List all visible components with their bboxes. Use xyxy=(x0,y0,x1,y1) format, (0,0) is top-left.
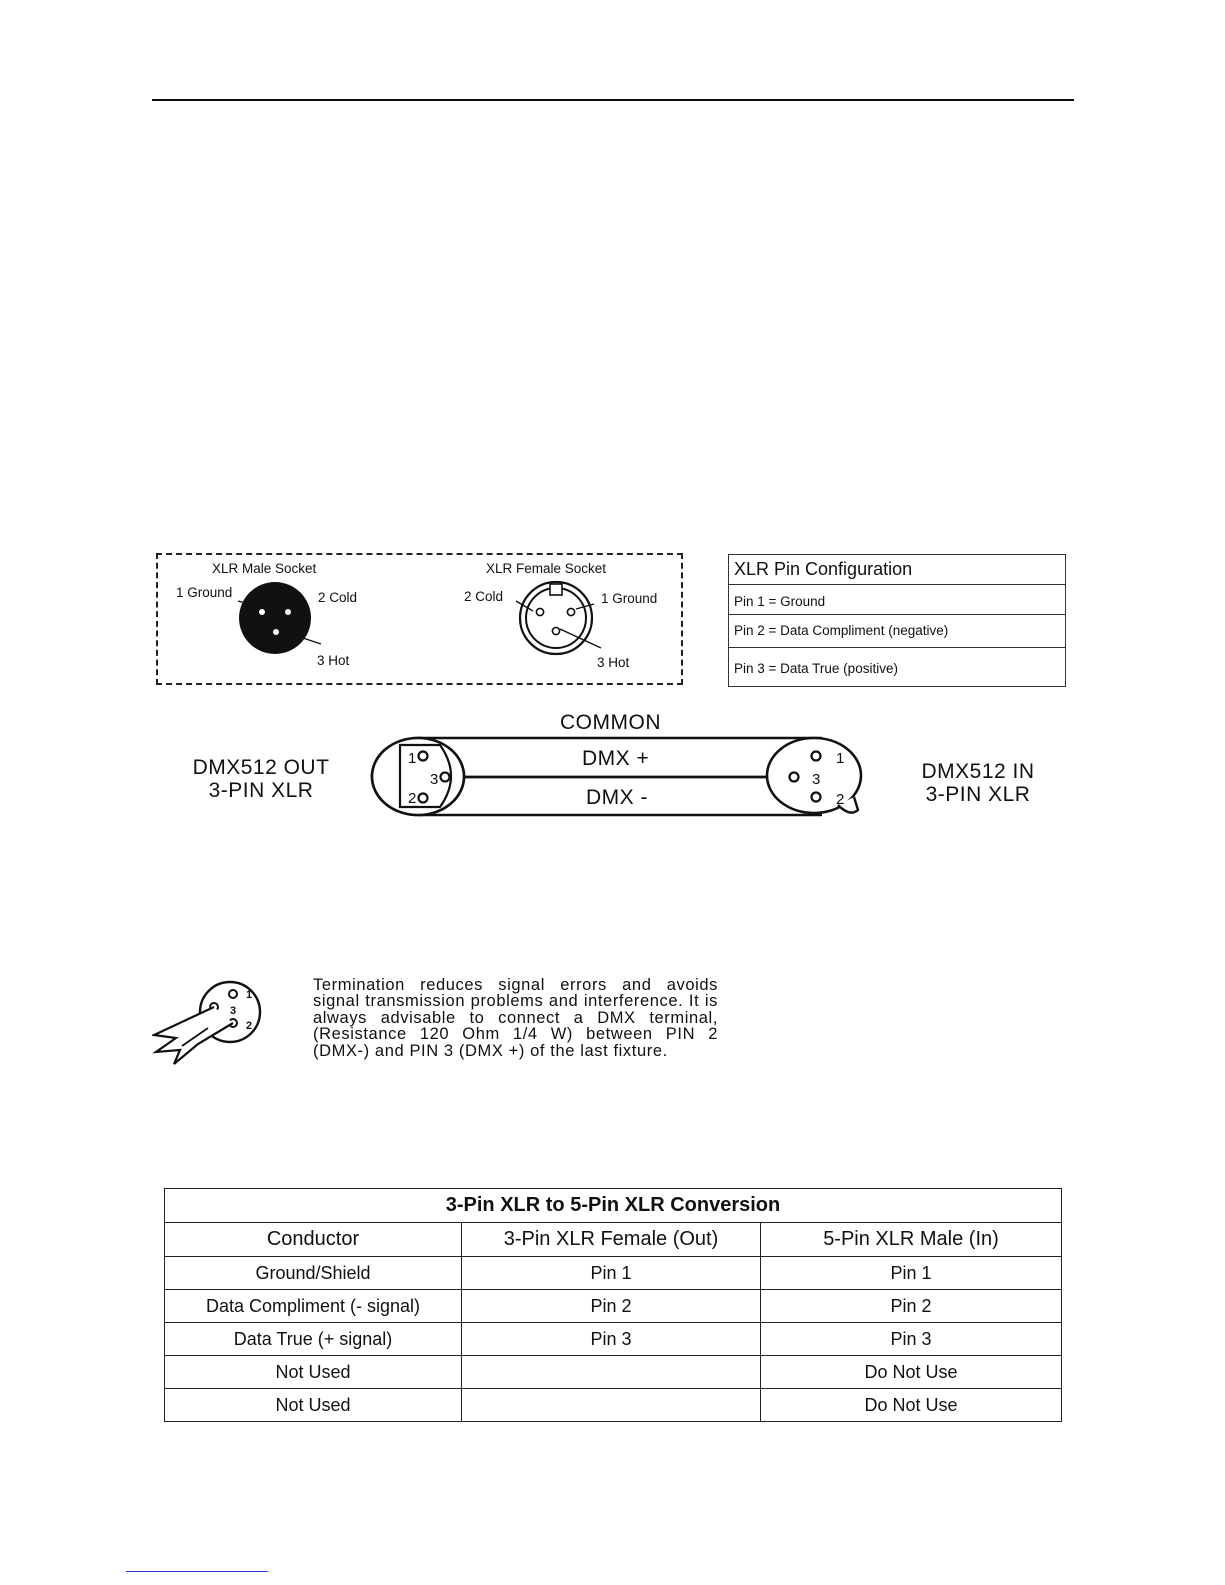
table-cell: Do Not Use xyxy=(761,1356,1062,1389)
table-cell xyxy=(462,1356,761,1389)
pin-configuration-box xyxy=(728,554,1066,687)
header-rule xyxy=(152,99,1074,101)
header-5pin: 5-Pin XLR Male (In) xyxy=(761,1223,1062,1257)
table-cell: Ground/Shield xyxy=(165,1257,462,1290)
table-cell: Data Compliment (- signal) xyxy=(165,1290,462,1323)
table-cell xyxy=(462,1389,761,1422)
pin-config-row: Pin 2 = Data Compliment (negative) xyxy=(729,614,1065,647)
pin-config-title: XLR Pin Configuration xyxy=(734,559,913,579)
pin-config-row: Pin 1 = Ground xyxy=(729,584,1065,614)
dmx-minus-label: DMX - xyxy=(586,786,648,809)
pin-config-row: Pin 3 = Data True (positive) xyxy=(729,647,1065,687)
dmx-out-connector-icon xyxy=(372,738,464,815)
male-pin2-label: 2 Cold xyxy=(318,590,358,605)
table-cell: Pin 3 xyxy=(761,1323,1062,1356)
in-pin3-label: 3 xyxy=(812,771,821,788)
common-label: COMMON xyxy=(560,711,661,734)
table-row xyxy=(165,1290,1062,1323)
dmx-plus-label: DMX + xyxy=(582,747,650,770)
table-caption: 3-Pin XLR to 5-Pin XLR Conversion xyxy=(165,1189,1062,1223)
term-pin2-label: 2 xyxy=(246,1020,253,1032)
table-row xyxy=(165,1257,1062,1290)
out-pin2-label: 2 xyxy=(408,790,417,807)
xlr-socket-drawings xyxy=(156,553,683,685)
table-cell: Data True (+ signal) xyxy=(165,1323,462,1356)
table-cell: Pin 1 xyxy=(761,1257,1062,1290)
female-socket-title: XLR Female Socket xyxy=(486,561,607,576)
in-pin2-label: 2 xyxy=(836,791,845,808)
male-socket-title: XLR Male Socket xyxy=(212,561,317,576)
header-conductor: Conductor xyxy=(165,1223,462,1257)
table-cell: Pin 1 xyxy=(462,1257,761,1290)
dmx-out-line1: DMX512 OUT xyxy=(192,756,330,779)
in-pin1-label: 1 xyxy=(836,750,845,767)
term-pin3-label: 3 xyxy=(230,1005,237,1017)
male-pin3-label: 3 Hot xyxy=(317,653,350,668)
table-cell: Pin 2 xyxy=(761,1290,1062,1323)
female-pin3-label: 3 Hot xyxy=(597,655,630,670)
header-3pin: 3-Pin XLR Female (Out) xyxy=(462,1223,761,1257)
xlr-male-socket-icon xyxy=(238,582,321,654)
xlr-female-socket-icon xyxy=(516,582,601,654)
male-pin1-label: 1 Ground xyxy=(176,585,233,600)
out-pin1-label: 1 xyxy=(408,750,417,767)
out-pin3-label: 3 xyxy=(430,771,439,788)
table-cell: Pin 2 xyxy=(462,1290,761,1323)
term-pin1-label: 1 xyxy=(246,989,253,1001)
table-cell: Do Not Use xyxy=(761,1389,1062,1422)
female-pin2-label: 2 Cold xyxy=(464,589,504,604)
dmx-out-line2: 3-PIN XLR xyxy=(208,779,314,802)
dmx-out-label xyxy=(166,756,356,802)
dmx-in-line1: DMX512 IN xyxy=(921,760,1035,783)
table-row xyxy=(165,1356,1062,1389)
table-cell: Pin 3 xyxy=(462,1323,761,1356)
table-cell: Not Used xyxy=(165,1389,462,1422)
table-row xyxy=(165,1389,1062,1422)
table-cell: Not Used xyxy=(165,1356,462,1389)
termination-text: Termination reduces signal errors and avoids signal transmission problems and interference. It is always advisable to connect a DMX terminal, (Resistance 120 Ohm 1/4 W) between PIN 2 (DMX-) and PIN 3 (DMX +) of the last fixture. xyxy=(313,976,718,1060)
dmx-in-line2: 3-PIN XLR xyxy=(925,783,1031,806)
conversion-table xyxy=(164,1188,1062,1422)
dmx-in-label xyxy=(893,760,1063,806)
dmx-cable-drawing xyxy=(370,735,880,820)
female-pin1-label: 1 Ground xyxy=(601,591,658,606)
footer-link-underline xyxy=(126,1571,268,1572)
table-row xyxy=(165,1323,1062,1356)
